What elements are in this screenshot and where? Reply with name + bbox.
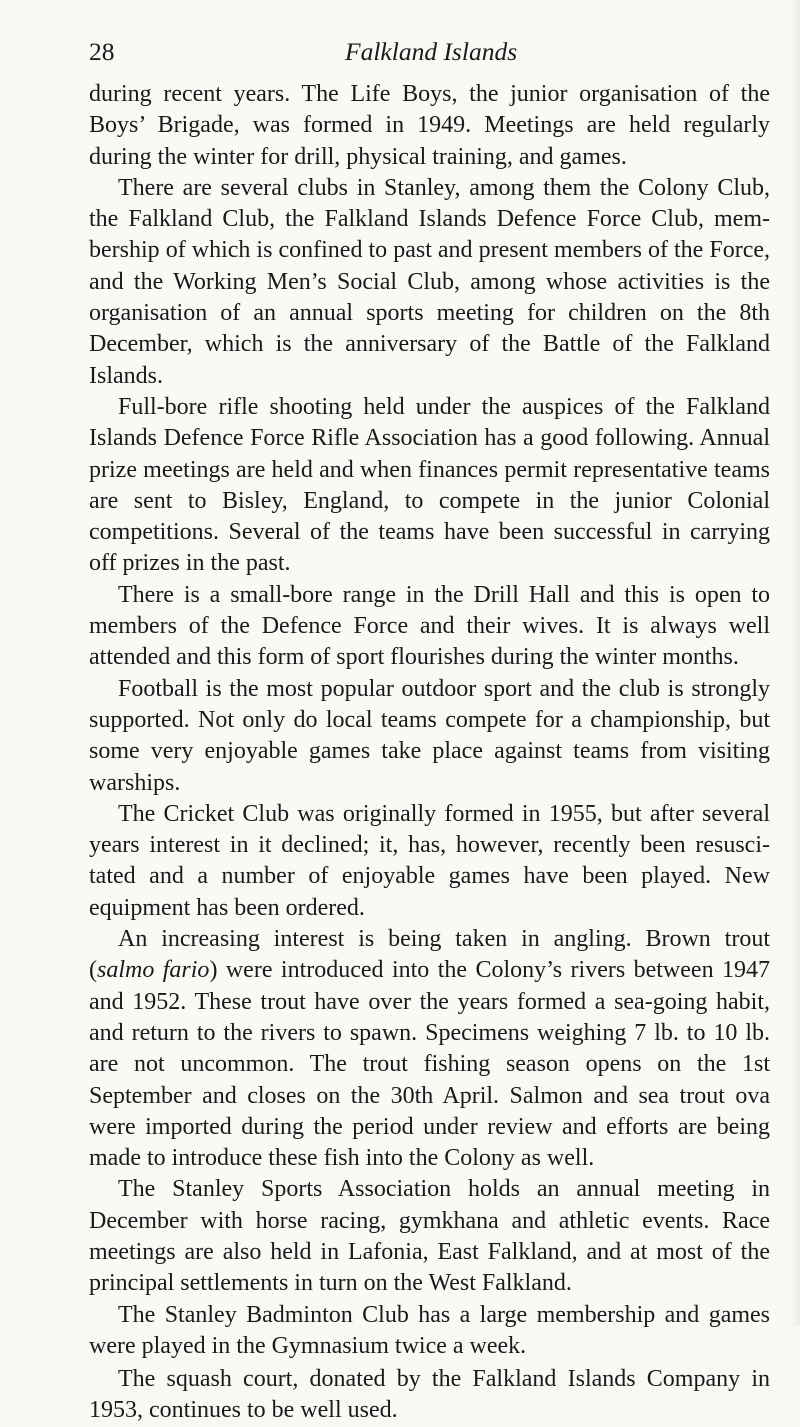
paragraph-rifle-shooting: Full-bore rifle shooting held under the auspices of the Falkland Islands Defence Force Rifle Association has a good following. Annual prize meetings are held and when finances permit representative teams are sent to Bisley, England, to compete in the junior Colonial competitions. Several of the teams have been successful in carrying off prizes in the past. xyxy=(89,393,770,577)
paragraph-squash: The squash court, donated by the Falkland Islands Company in 1953, continues to be well used. xyxy=(89,1366,770,1424)
page-header xyxy=(89,34,769,70)
paragraph-small-bore-range: There is a small-bore range in the Drill Hall and this is open to members of the Defence Force and their wives. It is always well attended and this form of sport flourishes during the winter months. xyxy=(89,581,770,671)
paragraph-sports-association: The Stanley Sports Association holds an annual meeting in December with horse racing, gymkhana and athletic events. Race meetings are also held in Lafonia, East Falkland, and at most of the principal settlements in turn on the West Falkland. xyxy=(89,1176,770,1297)
paragraph-cricket: The Cricket Club was originally formed in 1955, but after several years interest in it declined; it, has, however, recently been resuscitated and a number of enjoyable games have been played. New equipment has been ordered. xyxy=(89,800,770,921)
running-title: Falkland Islands xyxy=(345,37,518,66)
paragraph-football: Football is the most popular outdoor sport and the club is strongly supported. Not only do local teams compete for a championship, but some very enjoyable games take place against teams from visiting warships. xyxy=(89,675,770,796)
angling-text-end: ) were introduced into the Colony’s rivers between 1947 and 1952. These trout have over the years formed a sea-going habit, and return to the rivers to spawn. Specimens weighing 7 lb. to 10 lb. are not uncommon. The trout fishing season opens on the 1st September and closes on the 30th April. Salmon and sea trout ova were imported during the period under review and efforts are being made to introduce these fish into the Colony as well. xyxy=(89,957,770,1172)
angling-species-name: salmo fario xyxy=(97,957,210,984)
page-edge-shadow xyxy=(790,0,800,1326)
body-text xyxy=(89,79,770,1427)
paragraph-angling xyxy=(89,924,770,1174)
angling-text-start: An increasing interest is being taken in angling. Brown trout ( xyxy=(89,926,770,984)
paragraph-life-boys: during recent years. The Life Boys, the junior organisation of the Boys’ Brigade, was formed in 1949. Meetings are held regularly during the winter for drill, physical training, and games. xyxy=(89,81,770,170)
paragraph-clubs: There are several clubs in Stanley, among them the Colony Club, the Falkland Club, the Falkland Islands Defence Force Club, membership of which is confined to past and present members of the Force, and the Working Men’s Social Club, among whose activities is the organisation of an annual sports meeting for children on the 8th December, which is the anniversary of the Battle of the Falkland Islands. xyxy=(89,174,770,389)
paragraph-badminton: The Stanley Badminton Club has a large membership and games were played in the Gymnasium twice a week. xyxy=(89,1301,770,1359)
page-number: 28 xyxy=(89,37,115,66)
